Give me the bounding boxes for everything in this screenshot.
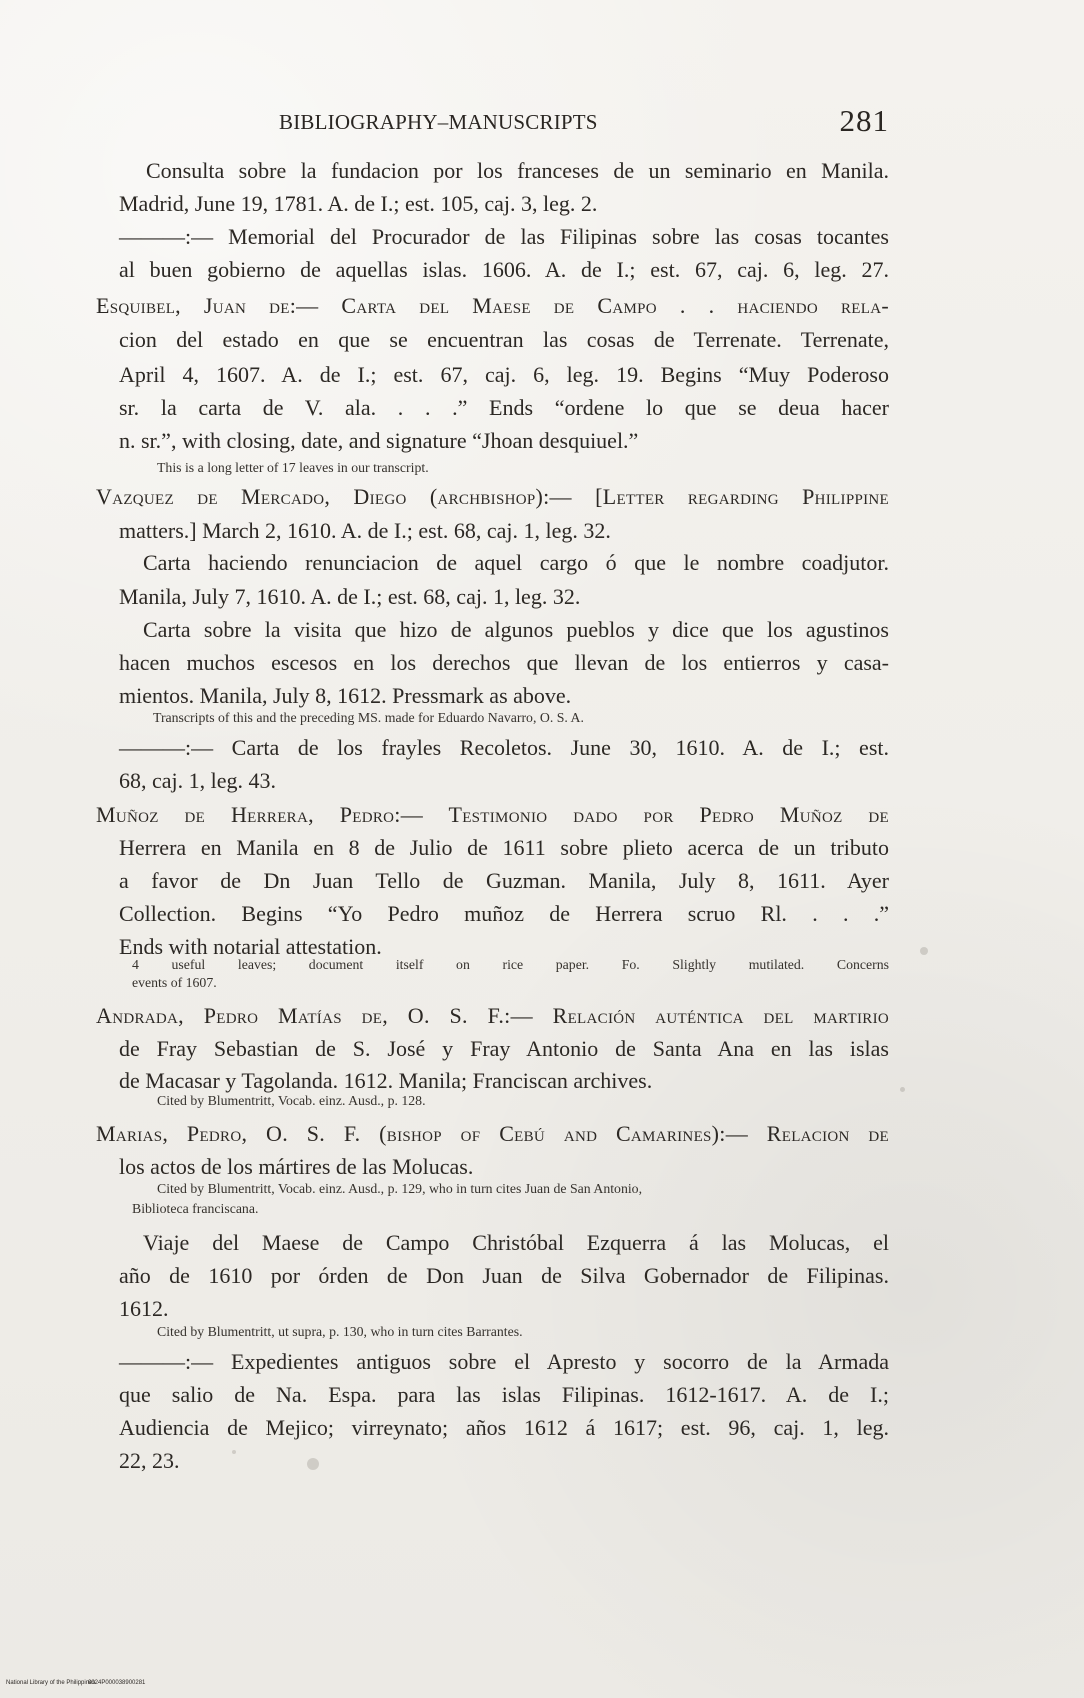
text-line: sr. la carta de V. ala. . . .” Ends “ordene lo que se deua hacer xyxy=(119,395,889,420)
text-line: hacen muchos escesos en los derechos que llevan de los entierros y casa- xyxy=(119,650,889,675)
text-line: de Fray Sebastian de S. José y Fray Antonio de Santa Ana en las islas xyxy=(119,1036,889,1061)
page-number: 281 xyxy=(839,103,889,138)
text-line: Madrid, June 19, 1781. A. de I.; est. 105, caj. 3, leg. 2. xyxy=(119,191,598,216)
text-line: a favor de Dn Juan Tello de Guzman. Manila, July 8, 1611. Ayer xyxy=(119,868,889,893)
text-line: Carta sobre la visita que hizo de algunos pueblos y dice que los agustinos xyxy=(143,617,889,642)
note-line: 4 useful leaves; document itself on rice paper. Fo. Slightly mutilated. Concerns xyxy=(132,957,889,972)
text-line: Vazquez de Mercado, Diego (archbishop):— [Letter regarding Philippine xyxy=(96,484,889,509)
text-line: Collection. Begins “Yo Pedro muñoz de Herrera scruo Rl. . . .” xyxy=(119,901,889,926)
paper-speck xyxy=(920,947,928,955)
page-header xyxy=(279,103,889,143)
text-line: Carta haciendo renunciacion de aquel cargo ó que le nombre coadjutor. xyxy=(143,550,889,575)
text-line: Consulta sobre la fundacion por los franceses de un seminario en Manila. xyxy=(146,158,889,183)
text-line: ———:— Carta de los frayles Recoletos. June 30, 1610. A. de I.; est. xyxy=(119,735,889,760)
note-line: Cited by Blumentritt, Vocab. einz. Ausd., p. 128. xyxy=(157,1093,426,1108)
footer-identifier: 0024P000038900281 xyxy=(88,1680,146,1686)
paper-speck xyxy=(307,1458,319,1470)
note-line: events of 1607. xyxy=(132,975,217,990)
text-line: Viaje del Maese de Campo Christóbal Ezquerra á las Molucas, el xyxy=(143,1230,889,1255)
text-line: Muñoz de Herrera, Pedro:— Testimonio dado por Pedro Muñoz de xyxy=(96,802,889,827)
text-line: Manila, July 7, 1610. A. de I.; est. 68, caj. 1, leg. 32. xyxy=(119,584,581,609)
paper-speck xyxy=(232,1450,236,1454)
text-line: 22, 23. xyxy=(119,1448,180,1473)
note-line: Cited by Blumentritt, ut supra, p. 130, who in turn cites Barrantes. xyxy=(157,1324,523,1339)
text-line: April 4, 1607. A. de I.; est. 67, caj. 6, leg. 19. Begins “Muy Poderoso xyxy=(119,362,889,387)
text-line: que salio de Na. Espa. para las islas Filipinas. 1612-1617. A. de I.; xyxy=(119,1382,889,1407)
text-line: ———:— Expedientes antiguos sobre el Apresto y socorro de la Armada xyxy=(119,1349,889,1374)
text-line: de Macasar y Tagolanda. 1612. Manila; Franciscan archives. xyxy=(119,1068,653,1093)
text-line: Marias, Pedro, O. S. F. (bishop of Cebú and Camarines):— Relacion de xyxy=(96,1121,889,1146)
footer-library: National Library of the Philippines xyxy=(6,1680,96,1686)
note-line: Biblioteca franciscana. xyxy=(132,1201,259,1216)
text-line: 1612. xyxy=(119,1296,169,1321)
text-line: mientos. Manila, July 8, 1612. Pressmark as above. xyxy=(119,683,572,708)
text-line: cion del estado en que se encuentran las cosas de Terrenate. Terrenate, xyxy=(119,327,889,352)
text-line: Esquibel, Juan de:— Carta del Maese de Campo . . haciendo rela- xyxy=(96,293,889,318)
text-line: año de 1610 por órden de Don Juan de Silva Gobernador de Filipinas. xyxy=(119,1263,889,1288)
text-line: al buen gobierno de aquellas islas. 1606. A. de I.; est. 67, caj. 6, leg. 27. xyxy=(119,257,889,282)
text-line: Audiencia de Mejico; virreynato; años 1612 á 1617; est. 96, caj. 1, leg. xyxy=(119,1415,889,1440)
text-line: ———:— Memorial del Procurador de las Filipinas sobre las cosas tocantes xyxy=(119,224,889,249)
note-line: This is a long letter of 17 leaves in our transcript. xyxy=(157,460,429,475)
text-line: Herrera en Manila en 8 de Julio de 1611 sobre plieto acerca de un tributo xyxy=(119,835,889,860)
running-title: BIBLIOGRAPHY–MANUSCRIPTS xyxy=(279,110,598,134)
text-line: los actos de los mártires de las Molucas. xyxy=(119,1154,474,1179)
text-line: matters.] March 2, 1610. A. de I.; est. 68, caj. 1, leg. 32. xyxy=(119,518,611,543)
note-line: Transcripts of this and the preceding MS. made for Eduardo Navarro, O. S. A. xyxy=(153,710,584,725)
note-line: Cited by Blumentritt, Vocab. einz. Ausd., p. 129, who in turn cites Juan de San Antonio, xyxy=(157,1181,643,1196)
text-line: Ends with notarial attestation. xyxy=(119,934,382,959)
text-line: 68, caj. 1, leg. 43. xyxy=(119,768,277,793)
text-line: n. sr.”, with closing, date, and signature “Jhoan desquiuel.” xyxy=(119,428,639,453)
text-line: Andrada, Pedro Matías de, O. S. F.:— Relación auténtica del martirio xyxy=(96,1003,889,1028)
paper-speck xyxy=(900,1087,905,1092)
